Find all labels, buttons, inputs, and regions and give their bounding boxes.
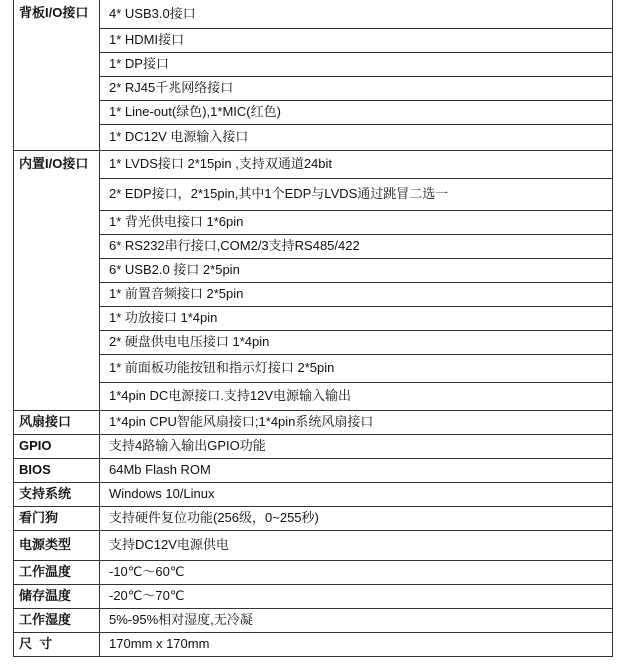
row-label: 背板I/O接口 [14, 0, 100, 150]
row-value: 支持硬件复位功能(256级，0~255秒) [100, 506, 613, 530]
table-row [14, 584, 613, 608]
row-value: 2* EDP接口，2*15pin,其中1个EDP与LVDS通过跳冒二选一 [100, 178, 613, 210]
row-label: BIOS [14, 458, 100, 482]
table-row [14, 258, 613, 282]
table-row [14, 210, 613, 234]
row-label: 看门狗 [14, 506, 100, 530]
row-value: 5%-95%相对湿度,无冷凝 [100, 608, 613, 632]
row-value: -10℃～60℃ [100, 560, 613, 584]
table-row [14, 608, 613, 632]
row-label: 支持系统 [14, 482, 100, 506]
spec-table [13, 0, 613, 657]
table-row [14, 306, 613, 330]
row-label: 电源类型 [14, 530, 100, 560]
row-value: 支持DC12V电源供电 [100, 530, 613, 560]
row-value: 6* USB2.0 接口 2*5pin [100, 258, 613, 282]
table-row [14, 52, 613, 76]
row-label: 工作湿度 [14, 608, 100, 632]
row-value: 1* DC12V 电源输入接口 [100, 124, 613, 150]
row-value: 1* 前面板功能按钮和指示灯接口 2*5pin [100, 354, 613, 382]
row-value: -20℃～70℃ [100, 584, 613, 608]
row-label: 尺 寸 [14, 632, 100, 656]
row-value: 2* 硬盘供电电压接口 1*4pin [100, 330, 613, 354]
table-row [14, 530, 613, 560]
table-row [14, 100, 613, 124]
row-label: 风扇接口 [14, 410, 100, 434]
row-value: 1* 功放接口 1*4pin [100, 306, 613, 330]
row-value: 1* 前置音频接口 2*5pin [100, 282, 613, 306]
table-row [14, 28, 613, 52]
table-row [14, 150, 613, 178]
table-row [14, 0, 613, 28]
row-value: 1*4pin DC电源接口.支持12V电源输入输出 [100, 382, 613, 410]
table-row [14, 124, 613, 150]
row-value: 170mm x 170mm [100, 632, 613, 656]
row-value: 1* 背光供电接口 1*6pin [100, 210, 613, 234]
table-row [14, 382, 613, 410]
row-value: 1* Line-out(绿色),1*MIC(红色) [100, 100, 613, 124]
table-row [14, 410, 613, 434]
row-label: 储存温度 [14, 584, 100, 608]
table-row [14, 632, 613, 656]
table-row [14, 178, 613, 210]
table-row [14, 330, 613, 354]
row-value: 2* RJ45千兆网络接口 [100, 76, 613, 100]
row-value: 1* LVDS接口 2*15pin ,支持双通道24bit [100, 150, 613, 178]
table-row [14, 76, 613, 100]
row-value: 1* DP接口 [100, 52, 613, 76]
table-row [14, 482, 613, 506]
row-value: Windows 10/Linux [100, 482, 613, 506]
table-row [14, 458, 613, 482]
row-value: 1*4pin CPU智能风扇接口;1*4pin系统风扇接口 [100, 410, 613, 434]
row-value: 64Mb Flash ROM [100, 458, 613, 482]
row-value: 支持4路输入输出GPIO功能 [100, 434, 613, 458]
row-value: 4* USB3.0接口 [100, 0, 613, 28]
row-value: 6* RS232串行接口,COM2/3支持RS485/422 [100, 234, 613, 258]
row-label: GPIO [14, 434, 100, 458]
table-row [14, 282, 613, 306]
table-row [14, 506, 613, 530]
row-value: 1* HDMI接口 [100, 28, 613, 52]
row-label: 工作温度 [14, 560, 100, 584]
table-row [14, 434, 613, 458]
table-row [14, 560, 613, 584]
row-label: 内置I/O接口 [14, 150, 100, 410]
table-row [14, 354, 613, 382]
table-row [14, 234, 613, 258]
